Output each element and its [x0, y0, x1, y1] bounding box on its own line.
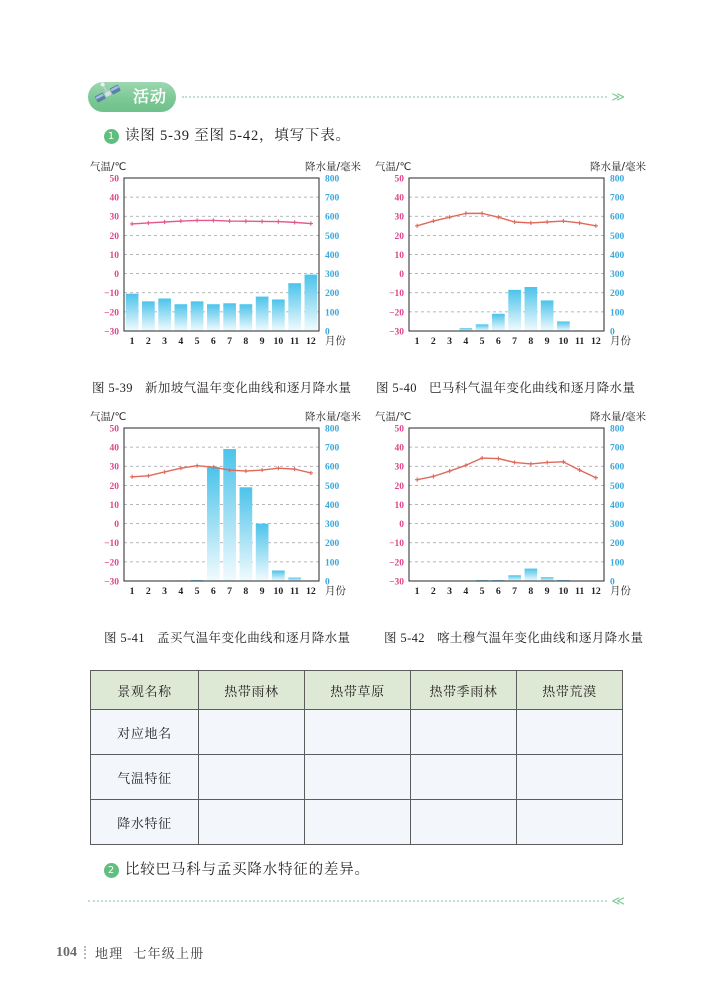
- temperature-marker: [480, 211, 484, 215]
- month-tick-label: 3: [162, 586, 168, 597]
- temperature-line: [132, 466, 311, 477]
- table-header-cell-3: 热带季雨林: [411, 671, 517, 710]
- header-dotted-rule: [182, 96, 607, 99]
- temperature-marker: [415, 224, 419, 228]
- month-tick-label: 2: [145, 336, 151, 347]
- temp-tick-label: 30: [394, 462, 404, 473]
- month-tick-label: 5: [194, 336, 200, 347]
- chart-5-42: [373, 408, 648, 613]
- temperature-line: [132, 220, 311, 223]
- month-tick-label: 11: [574, 586, 585, 597]
- table-row-label-1: 气温特征: [91, 755, 199, 800]
- temp-tick-label: 50: [394, 174, 404, 185]
- precip-bar: [207, 304, 220, 331]
- temperature-marker: [578, 221, 582, 225]
- month-axis-label: 月份: [610, 585, 631, 597]
- table-cell-r2-c0[interactable]: [199, 800, 305, 845]
- table-header-cell-4: 热带荒漠: [517, 671, 623, 710]
- precip-tick-label: 500: [610, 481, 625, 492]
- precip-bar: [305, 275, 318, 331]
- month-tick-label: 1: [414, 586, 420, 597]
- temp-tick-label: 50: [109, 424, 119, 435]
- precip-tick-label: 100: [610, 308, 625, 319]
- temp-tick-label: −10: [104, 289, 119, 300]
- temperature-marker: [561, 219, 565, 223]
- caption-5-41-figno: 图 5-41: [104, 631, 145, 645]
- month-tick-label: 3: [447, 586, 453, 597]
- page-number: 104: [56, 944, 77, 960]
- climate-chart-5-39: [88, 158, 363, 363]
- precip-tick-label: 600: [325, 212, 340, 223]
- temperature-marker: [513, 220, 517, 224]
- precip-tick-label: 700: [610, 443, 625, 454]
- precip-bar: [541, 300, 554, 331]
- temp-tick-label: 50: [109, 174, 119, 185]
- table-header-cell-2: 热带草原: [305, 671, 411, 710]
- footer-separator: [84, 946, 88, 959]
- temp-tick-label: 40: [109, 443, 119, 454]
- footer-grade: 七年级上册: [133, 946, 205, 961]
- precip-tick-label: 0: [610, 327, 615, 338]
- temp-tick-label: −10: [389, 539, 404, 550]
- table-cell-r0-c0[interactable]: [199, 710, 305, 755]
- table-header-cell-0: 景观名称: [91, 671, 199, 710]
- month-tick-label: 8: [243, 586, 249, 597]
- temperature-marker: [529, 221, 533, 225]
- precip-tick-label: 400: [610, 500, 625, 511]
- month-axis-label: 月份: [325, 335, 346, 347]
- precip-axis-title: 降水量/毫米: [304, 161, 361, 173]
- precip-bar: [508, 575, 521, 581]
- question-1-number: 1: [104, 129, 119, 144]
- table-row-label-0: 对应地名: [91, 710, 199, 755]
- month-tick-label: 10: [273, 336, 284, 347]
- precip-tick-label: 600: [610, 462, 625, 473]
- temperature-marker: [496, 457, 500, 461]
- precip-axis-title: 降水量/毫米: [589, 161, 646, 173]
- month-tick-label: 6: [495, 336, 501, 347]
- climate-chart-5-40: [373, 158, 648, 363]
- temperature-marker: [179, 219, 183, 223]
- month-tick-label: 2: [430, 586, 436, 597]
- precip-bar: [207, 467, 220, 581]
- temp-tick-label: 30: [109, 212, 119, 223]
- temperature-marker: [464, 211, 468, 215]
- temperature-line: [417, 458, 596, 480]
- month-tick-label: 6: [495, 586, 501, 597]
- precip-tick-label: 100: [325, 308, 340, 319]
- temperature-marker: [179, 466, 183, 470]
- precip-bar: [158, 298, 171, 331]
- precip-bar: [256, 297, 269, 331]
- month-tick-label: 7: [512, 586, 518, 597]
- table-row: [91, 800, 623, 845]
- temp-tick-label: 40: [394, 193, 404, 204]
- month-tick-label: 4: [463, 586, 469, 597]
- month-tick-label: 9: [544, 586, 550, 597]
- month-tick-label: 1: [129, 336, 135, 347]
- temp-tick-label: −20: [389, 308, 404, 319]
- activity-header: [88, 80, 623, 114]
- temperature-marker: [276, 220, 280, 224]
- temp-axis-title: 气温/℃: [90, 161, 127, 173]
- precip-tick-label: 800: [325, 174, 340, 185]
- climate-chart-5-41: [88, 408, 363, 613]
- temp-tick-label: 30: [109, 462, 119, 473]
- table-header-row: [91, 671, 623, 710]
- temperature-marker: [130, 222, 134, 226]
- month-tick-label: 11: [289, 586, 300, 597]
- temp-tick-label: 40: [109, 193, 119, 204]
- caption-5-42-figno: 图 5-42: [384, 631, 425, 645]
- question-2-text: 比较巴马科与孟买降水特征的差异。: [125, 862, 370, 878]
- temperature-marker: [415, 478, 419, 482]
- caption-5-41-text: 孟买气温年变化曲线和逐月降水量: [156, 631, 351, 645]
- month-tick-label: 12: [590, 336, 601, 347]
- temp-tick-label: 0: [114, 270, 119, 281]
- table-cell-r0-c2[interactable]: [411, 710, 517, 755]
- precip-tick-label: 200: [325, 289, 340, 300]
- precip-bar: [492, 314, 505, 331]
- temperature-marker: [293, 467, 297, 471]
- temp-tick-label: −30: [389, 577, 404, 588]
- month-tick-label: 12: [305, 336, 316, 347]
- chart-5-41: [88, 408, 363, 613]
- bottom-dotted-rule: [88, 900, 607, 903]
- temperature-marker: [480, 456, 484, 460]
- caption-5-42: [384, 628, 643, 646]
- precip-axis-title: 降水量/毫米: [589, 411, 646, 423]
- temperature-marker: [244, 469, 248, 473]
- temp-tick-label: 10: [394, 250, 404, 261]
- precip-bar: [175, 304, 188, 331]
- precip-bar: [240, 487, 253, 581]
- precip-bar: [272, 570, 285, 581]
- table-row: [91, 755, 623, 800]
- month-tick-label: 10: [558, 336, 569, 347]
- precip-tick-label: 500: [325, 481, 340, 492]
- precip-tick-label: 0: [325, 327, 330, 338]
- month-tick-label: 10: [558, 586, 569, 597]
- caption-5-41: [104, 628, 350, 646]
- month-tick-label: 4: [178, 336, 184, 347]
- precip-tick-label: 300: [610, 270, 625, 281]
- table-cell-r2-c2[interactable]: [411, 800, 517, 845]
- footer-rule: [88, 894, 623, 909]
- precip-tick-label: 300: [325, 270, 340, 281]
- temperature-marker: [130, 475, 134, 479]
- precip-tick-label: 400: [325, 250, 340, 261]
- temp-tick-label: 10: [109, 500, 119, 511]
- temperature-line: [417, 213, 596, 225]
- table-cell-r0-c3[interactable]: [517, 710, 623, 755]
- caption-5-40: [376, 378, 635, 396]
- month-tick-label: 2: [430, 336, 436, 347]
- month-tick-label: 6: [210, 586, 216, 597]
- month-tick-label: 3: [162, 336, 168, 347]
- temp-tick-label: 10: [394, 500, 404, 511]
- precip-axis-title: 降水量/毫米: [304, 411, 361, 423]
- temp-tick-label: 20: [394, 231, 404, 242]
- temperature-marker: [594, 224, 598, 228]
- temp-tick-label: −30: [389, 327, 404, 338]
- precip-tick-label: 500: [325, 231, 340, 242]
- temp-tick-label: 50: [394, 424, 404, 435]
- page-footer: [56, 943, 204, 962]
- month-tick-label: 7: [227, 336, 233, 347]
- temperature-marker: [545, 460, 549, 464]
- temp-axis-title: 气温/℃: [90, 411, 127, 423]
- table-cell-r1-c3[interactable]: [517, 755, 623, 800]
- table-row: [91, 710, 623, 755]
- temp-tick-label: −20: [389, 558, 404, 569]
- question-2-number: 2: [104, 863, 119, 878]
- table-row-label-2: 降水特征: [91, 800, 199, 845]
- caption-5-40-text: 巴马科气温年变化曲线和逐月降水量: [428, 381, 636, 395]
- precip-bar: [223, 303, 236, 331]
- precip-tick-label: 500: [610, 231, 625, 242]
- precip-tick-label: 400: [325, 500, 340, 511]
- chevron-left-icon: ≪: [611, 894, 623, 909]
- precip-tick-label: 0: [610, 577, 615, 588]
- temp-tick-label: 10: [109, 250, 119, 261]
- month-tick-label: 10: [273, 586, 284, 597]
- temperature-marker: [260, 468, 264, 472]
- temperature-marker: [195, 464, 199, 468]
- precip-tick-label: 800: [325, 424, 340, 435]
- month-tick-label: 9: [259, 336, 265, 347]
- temp-tick-label: −10: [104, 539, 119, 550]
- precip-bar: [541, 577, 554, 581]
- precip-bar: [557, 321, 570, 331]
- temperature-marker: [146, 474, 150, 478]
- precip-tick-label: 700: [325, 193, 340, 204]
- table-cell-r1-c0[interactable]: [199, 755, 305, 800]
- temperature-marker: [496, 215, 500, 219]
- month-tick-label: 7: [227, 586, 233, 597]
- precip-tick-label: 800: [610, 424, 625, 435]
- month-tick-label: 4: [463, 336, 469, 347]
- month-tick-label: 2: [145, 586, 151, 597]
- temperature-marker: [293, 220, 297, 224]
- caption-5-40-figno: 图 5-40: [376, 381, 417, 395]
- table-header-cell-1: 热带雨林: [199, 671, 305, 710]
- temperature-marker: [545, 220, 549, 224]
- temp-tick-label: 30: [394, 212, 404, 223]
- temp-axis-title: 气温/℃: [375, 411, 412, 423]
- temp-tick-label: 20: [109, 481, 119, 492]
- temperature-marker: [195, 218, 199, 222]
- temp-tick-label: −30: [104, 327, 119, 338]
- precip-tick-label: 200: [610, 539, 625, 550]
- month-tick-label: 12: [305, 586, 316, 597]
- temp-tick-label: −20: [104, 308, 119, 319]
- temperature-marker: [448, 469, 452, 473]
- temperature-marker: [163, 220, 167, 224]
- month-tick-label: 9: [259, 586, 265, 597]
- precip-bar: [126, 294, 139, 331]
- precip-tick-label: 400: [610, 250, 625, 261]
- precip-bar: [508, 290, 521, 331]
- precip-bar: [525, 287, 538, 331]
- caption-5-39-text: 新加坡气温年变化曲线和逐月降水量: [144, 381, 352, 395]
- precip-bar: [191, 301, 204, 331]
- table-cell-r1-c1[interactable]: [305, 755, 411, 800]
- table-cell-r2-c1[interactable]: [305, 800, 411, 845]
- footer-subject: 地理: [95, 946, 124, 961]
- precip-bar: [240, 304, 253, 331]
- temp-tick-label: 20: [394, 481, 404, 492]
- month-tick-label: 8: [528, 336, 534, 347]
- precip-tick-label: 600: [325, 462, 340, 473]
- month-tick-label: 8: [528, 586, 534, 597]
- temperature-marker: [513, 460, 517, 464]
- temperature-marker: [431, 219, 435, 223]
- month-tick-label: 11: [574, 336, 585, 347]
- table-cell-r0-c1[interactable]: [305, 710, 411, 755]
- temperature-marker: [431, 474, 435, 478]
- precip-tick-label: 100: [610, 558, 625, 569]
- month-tick-label: 8: [243, 336, 249, 347]
- chart-5-39: [88, 158, 363, 363]
- temperature-marker: [529, 462, 533, 466]
- activity-badge-label: 活动: [132, 87, 167, 106]
- satellite-icon: [91, 79, 125, 109]
- month-tick-label: 3: [447, 336, 453, 347]
- table-cell-r2-c3[interactable]: [517, 800, 623, 845]
- precip-bar: [288, 283, 301, 331]
- temperature-marker: [260, 219, 264, 223]
- precip-bar: [142, 301, 155, 331]
- precip-tick-label: 300: [325, 520, 340, 531]
- month-tick-label: 5: [479, 336, 485, 347]
- temp-tick-label: −20: [104, 558, 119, 569]
- month-tick-label: 4: [178, 586, 184, 597]
- month-tick-label: 5: [194, 586, 200, 597]
- precip-tick-label: 700: [610, 193, 625, 204]
- caption-5-39: [92, 378, 351, 396]
- month-axis-label: 月份: [325, 585, 346, 597]
- table-cell-r1-c2[interactable]: [411, 755, 517, 800]
- temp-tick-label: 20: [109, 231, 119, 242]
- month-tick-label: 11: [289, 336, 300, 347]
- month-tick-label: 1: [414, 336, 420, 347]
- temperature-marker: [146, 221, 150, 225]
- precip-bar: [256, 524, 269, 581]
- temperature-marker: [244, 219, 248, 223]
- landscape-table: [90, 670, 623, 845]
- month-tick-label: 1: [129, 586, 135, 597]
- temp-tick-label: −10: [389, 289, 404, 300]
- temperature-marker: [448, 215, 452, 219]
- question-1-text: 读图 5-39 至图 5-42，填写下表。: [125, 128, 351, 144]
- precip-bar: [476, 324, 489, 331]
- temp-tick-label: 0: [399, 270, 404, 281]
- temperature-marker: [211, 218, 215, 222]
- climate-chart-5-42: [373, 408, 648, 613]
- temp-tick-label: 40: [394, 443, 404, 454]
- temp-tick-label: −30: [104, 577, 119, 588]
- temperature-marker: [464, 463, 468, 467]
- precip-bar: [272, 299, 285, 331]
- question-1: [104, 124, 351, 145]
- precip-tick-label: 200: [610, 289, 625, 300]
- precip-tick-label: 700: [325, 443, 340, 454]
- month-tick-label: 12: [590, 586, 601, 597]
- activity-badge: [88, 82, 176, 112]
- temp-tick-label: 0: [399, 520, 404, 531]
- month-axis-label: 月份: [610, 335, 631, 347]
- month-tick-label: 9: [544, 336, 550, 347]
- caption-5-39-figno: 图 5-39: [92, 381, 133, 395]
- month-tick-label: 5: [479, 586, 485, 597]
- precip-bar: [525, 569, 538, 581]
- caption-5-42-text: 喀土穆气温年变化曲线和逐月降水量: [436, 631, 644, 645]
- precip-tick-label: 100: [325, 558, 340, 569]
- month-tick-label: 6: [210, 336, 216, 347]
- temperature-marker: [163, 470, 167, 474]
- question-2: [104, 858, 370, 879]
- precip-tick-label: 300: [610, 520, 625, 531]
- precip-tick-label: 600: [610, 212, 625, 223]
- temperature-marker: [309, 221, 313, 225]
- temp-axis-title: 气温/℃: [375, 161, 412, 173]
- precip-tick-label: 800: [610, 174, 625, 185]
- temp-tick-label: 0: [114, 520, 119, 531]
- temperature-marker: [228, 219, 232, 223]
- temperature-marker: [276, 466, 280, 470]
- chart-5-40: [373, 158, 648, 363]
- month-tick-label: 7: [512, 336, 518, 347]
- chevron-right-icon: ≫: [611, 89, 623, 105]
- precip-tick-label: 0: [325, 577, 330, 588]
- precip-tick-label: 200: [325, 539, 340, 550]
- temperature-marker: [309, 471, 313, 475]
